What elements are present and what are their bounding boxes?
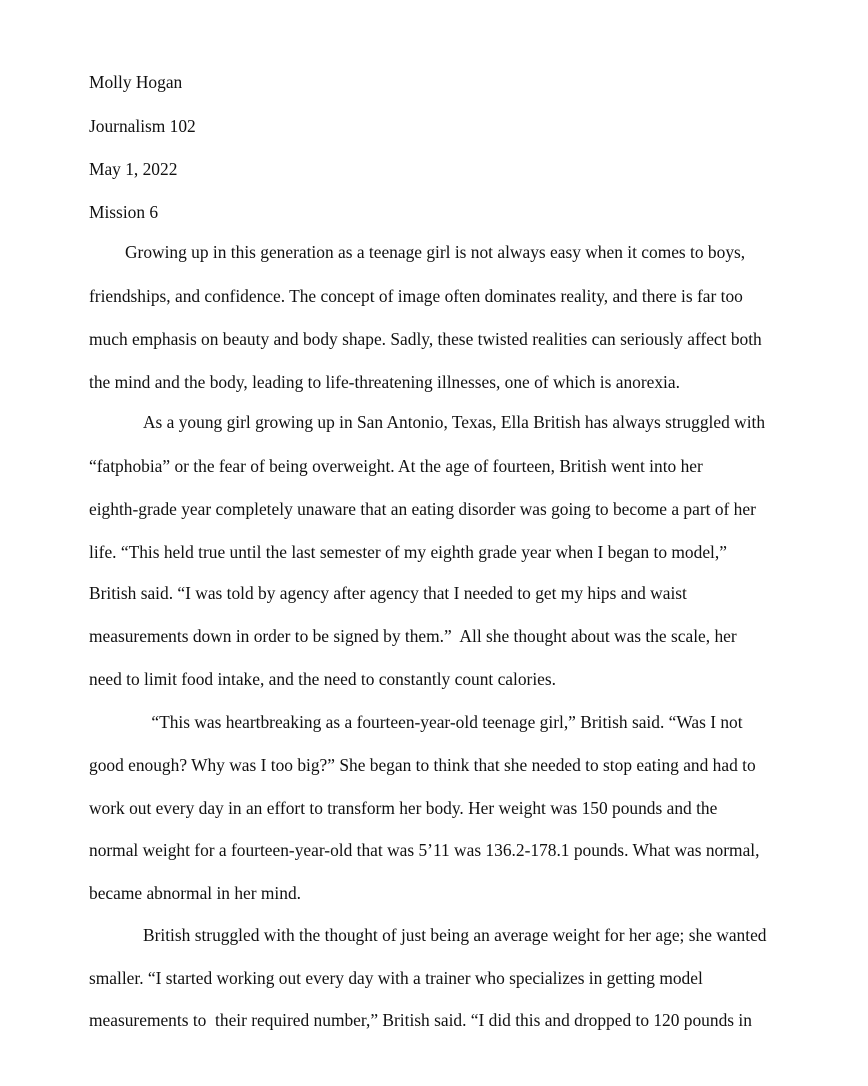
paragraph-2-line: eighth-grade year completely unaware that an eating disorder was going to become a part of her [89, 499, 756, 519]
paragraph-4-line: British struggled with the thought of just being an average weight for her age; she wanted [143, 925, 767, 945]
paragraph-1-line: friendships, and confidence. The concept of image often dominates reality, and there is far too [89, 286, 743, 306]
paragraph-2-line: British said. “I was told by agency after agency that I needed to get my hips and waist [89, 583, 687, 603]
paragraph-2-line: As a young girl growing up in San Antonio, Texas, Ella British has always struggled with [143, 412, 766, 432]
paragraph-4-line: measurements to their required number,” British said. “I did this and dropped to 120 pounds in [89, 1010, 752, 1030]
paragraph-2-line: “fatphobia” or the fear of being overweight. At the age of fourteen, British went into her [89, 456, 703, 476]
paragraph-2-line: need to limit food intake, and the need to constantly count calories. [89, 669, 556, 689]
paragraph-2-line: measurements down in order to be signed by them.” All she thought about was the scale, her [89, 626, 737, 646]
assignment-title: Mission 6 [89, 202, 159, 222]
paragraph-1-line: much emphasis on beauty and body shape. Sadly, these twisted realities can seriously affect both [89, 329, 762, 349]
paragraph-3-line: work out every day in an effort to transform her body. Her weight was 150 pounds and the [89, 798, 718, 818]
paragraph-3-line: “This was heartbreaking as a fourteen-year-old teenage girl,” British said. “Was I not [147, 712, 743, 732]
paragraph-3-line: normal weight for a fourteen-year-old that was 5’11 was 136.2-178.1 pounds. What was normal, [89, 840, 760, 860]
paragraph-1-line: the mind and the body, leading to life-threatening illnesses, one of which is anorexia. [89, 372, 680, 392]
author-name: Molly Hogan [89, 72, 183, 92]
paragraph-2-line: life. “This held true until the last semester of my eighth grade year when I began to model,” [89, 542, 727, 562]
paragraph-3-line: became abnormal in her mind. [89, 883, 301, 903]
paragraph-1-line: Growing up in this generation as a teenage girl is not always easy when it comes to boys, [125, 242, 746, 262]
date: May 1, 2022 [89, 159, 178, 179]
paragraph-3-line: good enough? Why was I too big?” She began to think that she needed to stop eating and had to [89, 755, 756, 775]
paragraph-4-line: smaller. “I started working out every day with a trainer who specializes in getting model [89, 968, 703, 988]
course-name: Journalism 102 [89, 116, 196, 136]
